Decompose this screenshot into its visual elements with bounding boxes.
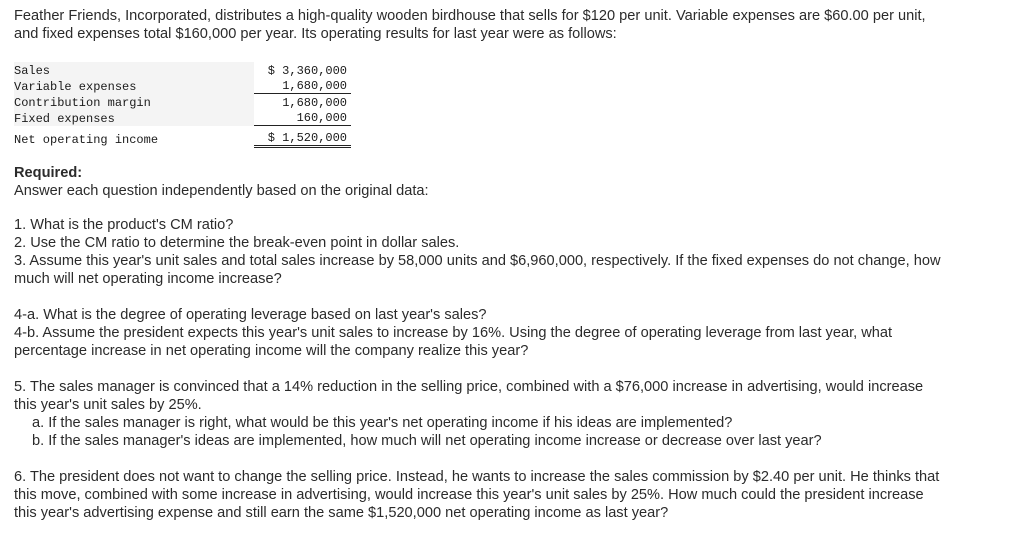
- required-heading: Required:: [14, 165, 83, 181]
- row-label-sales: Sales: [14, 62, 254, 78]
- table-row: [14, 126, 351, 147]
- row-label-net-operating-income: Net operating income: [14, 132, 159, 147]
- question-5a: a. If the sales manager is right, what would be this year's net operating income if his ideas are implemented?: [32, 415, 733, 431]
- table-row: [14, 110, 351, 126]
- problem-intro: Feather Friends, Incorporated, distributes a high-quality wooden birdhouse that sells for $120 per unit. Variable expenses are $60.00 per unit, and fixed expenses total $160,000 per year. Its operating results for last year were as follows:: [14, 8, 926, 42]
- row-value-net-operating-income: $ 1,520,000: [254, 126, 351, 147]
- problem-page: [14, 7, 1014, 43]
- table-row: [14, 94, 351, 110]
- table-row: [14, 78, 351, 94]
- row-value-contribution-margin: 1,680,000: [282, 95, 347, 110]
- required-section: [14, 164, 1014, 200]
- table-row: [14, 62, 351, 78]
- row-label-contribution-margin: Contribution margin: [14, 94, 254, 110]
- row-label-fixed-expenses: Fixed expenses: [14, 110, 254, 126]
- question-6: 6. The president does not want to change the selling price. Instead, he wants to increase the sales commission by $2.40 per unit. He thinks that this move, combined with some increase in advertising, would increase this year's unit sales by 25%. How much could the president increase this year's advertising expense and still earn the same $1,520,000 net operating income as last year?: [14, 469, 940, 521]
- question-3: 3. Assume this year's unit sales and total sales increase by 58,000 units and $6,960,000, respectively. If the fixed expenses do not change, how much will net operating income increase?: [14, 253, 941, 287]
- question-4a: 4-a. What is the degree of operating leverage based on last year's sales?: [14, 307, 487, 323]
- row-value-sales: $ 3,360,000: [267, 63, 347, 78]
- question-4b: 4-b. Assume the president expects this year's unit sales to increase by 16%. Using the degree of operating leverage from last year, what percentage increase in net operating income will the company realize this year?: [14, 325, 893, 359]
- question-5b: b. If the sales manager's ideas are implemented, how much will net operating income increase or decrease over last year?: [32, 433, 822, 449]
- row-value-fixed-expenses: 160,000: [254, 110, 351, 126]
- question-1: 1. What is the product's CM ratio?: [14, 217, 234, 233]
- question-2: 2. Use the CM ratio to determine the break-even point in dollar sales.: [14, 235, 460, 251]
- questions-list: [14, 216, 1014, 522]
- row-label-variable-expenses: Variable expenses: [14, 78, 254, 94]
- row-value-variable-expenses: 1,680,000: [254, 78, 351, 94]
- required-instruction: Answer each question independently based on the original data:: [14, 183, 429, 199]
- income-statement: [14, 62, 351, 148]
- question-5: 5. The sales manager is convinced that a 14% reduction in the selling price, combined with a $76,000 increase in advertising, would increase this year's unit sales by 25%.: [14, 379, 924, 413]
